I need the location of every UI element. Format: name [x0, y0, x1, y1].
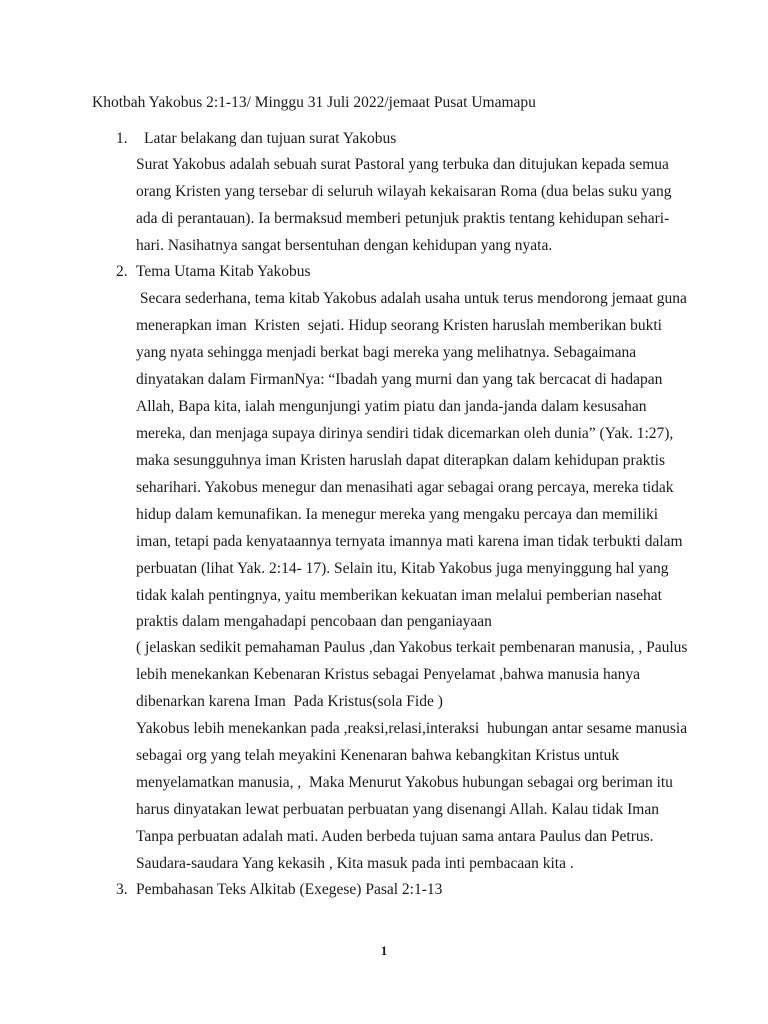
section-1-line: ada di perantauan). Ia bermaksud memberi petunjuk praktis tentang kehidupan sehari-	[136, 210, 670, 227]
section-2-line: harus dinyatakan lewat perbuatan perbuatan yang disenangi Allah. Kalau tidak Iman	[136, 801, 659, 818]
section-2-line: iman, tetapi pada kenyataannya ternyata imannya mati karena iman tidak terbukti dalam	[136, 533, 683, 550]
section-2-line: dibenarkan karena Iman Pada Kristus(sola Fide )	[136, 693, 443, 710]
section-1-line: orang Kristen yang tersebar di seluruh wilayah kekaisaran Roma (dua belas suku yang	[136, 183, 672, 200]
section-2-line: tidak kalah pentingnya, yaitu memberikan kekuatan iman melalui pemberian nasehat	[136, 587, 662, 604]
section-2-line: hidup dalam kemunafikan. Ia menegur mereka yang mengaku percaya dan memiliki	[136, 506, 659, 523]
page-number: 1	[380, 943, 388, 958]
section-2-line: Secara sederhana, tema kitab Yakobus adalah usaha untuk terus mendorong jemaat guna	[136, 290, 687, 307]
section-2-line: mereka, dan menjaga supaya dirinya sendiri tidak dicemarkan oleh dunia” (Yak. 1:27),	[136, 425, 674, 442]
section-1-number: 1.	[116, 130, 128, 147]
section-2-line: ( jelaskan sedikit pemahaman Paulus ,dan Yakobus terkait pembenaran manusia, , Paulus	[136, 639, 688, 656]
section-2-line: perbuatan (lihat Yak. 2:14- 17). Selain itu, Kitab Yakobus juga menyinggung hal yang	[136, 560, 669, 577]
section-2-line: menyelamatkan manusia, , Maka Menurut Yakobus hubungan sebagai org beriman itu	[136, 774, 673, 791]
section-2-line: Saudara-saudara Yang kekasih , Kita masuk pada inti pembacaan kita .	[136, 855, 574, 872]
section-2-line: lebih menekankan Kebenaran Kristus sebagai Penyelamat ,bahwa manusia hanya	[136, 666, 640, 683]
section-2-line: yang nyata sehingga menjadi berkat bagi mereka yang melihatnya. Sebagaimana	[136, 344, 637, 361]
section-2-line: sebagai org yang telah meyakini Kenenaran bahwa kebangkitan Kristus untuk	[136, 747, 620, 764]
section-2-line: maka sesungguhnya iman Kristen haruslah dapat diterapkan dalam kehidupan praktis	[136, 452, 665, 469]
section-2-line: Tanpa perbuatan adalah mati. Auden berbeda tujuan sama antara Paulus dan Petrus.	[136, 828, 654, 845]
section-3-number: 3.	[116, 881, 128, 898]
section-2-line: seharihari. Yakobus menegur dan menasihati agar sebagai orang percaya, mereka tidak	[136, 479, 674, 496]
section-1-heading: Latar belakang dan tujuan surat Yakobus	[144, 130, 397, 147]
section-2-line: menerapkan iman Kristen sejati. Hidup seorang Kristen haruslah memberikan bukti	[136, 317, 662, 334]
section-1-line: Surat Yakobus adalah sebuah surat Pastoral yang terbuka dan ditujukan kepada semua	[136, 156, 669, 173]
document-title: Khotbah Yakobus 2:1-13/ Minggu 31 Juli 2022/jemaat Pusat Umamapu	[92, 94, 536, 111]
section-2-line: Yakobus lebih menekankan pada ,reaksi,relasi,interaksi hubungan antar sesame manusia	[136, 720, 688, 737]
section-2-line: dinyatakan dalam FirmanNya: “Ibadah yang murni dan yang tak bercacat di hadapan	[136, 371, 663, 388]
section-2-line: Allah, Bapa kita, ialah mengunjungi yatim piatu dan janda-janda dalam kesusahan	[136, 398, 647, 415]
section-3-heading: Pembahasan Teks Alkitab (Exegese) Pasal 2:1-13	[136, 881, 443, 898]
section-2-heading: Tema Utama Kitab Yakobus	[136, 263, 311, 280]
section-2-number: 2.	[116, 263, 128, 280]
section-2-line: praktis dalam mengahadapi pencobaan dan penganiayaan	[136, 613, 492, 630]
section-1-line: hari. Nasihatnya sangat bersentuhan dengan kehidupan yang nyata.	[136, 237, 553, 254]
